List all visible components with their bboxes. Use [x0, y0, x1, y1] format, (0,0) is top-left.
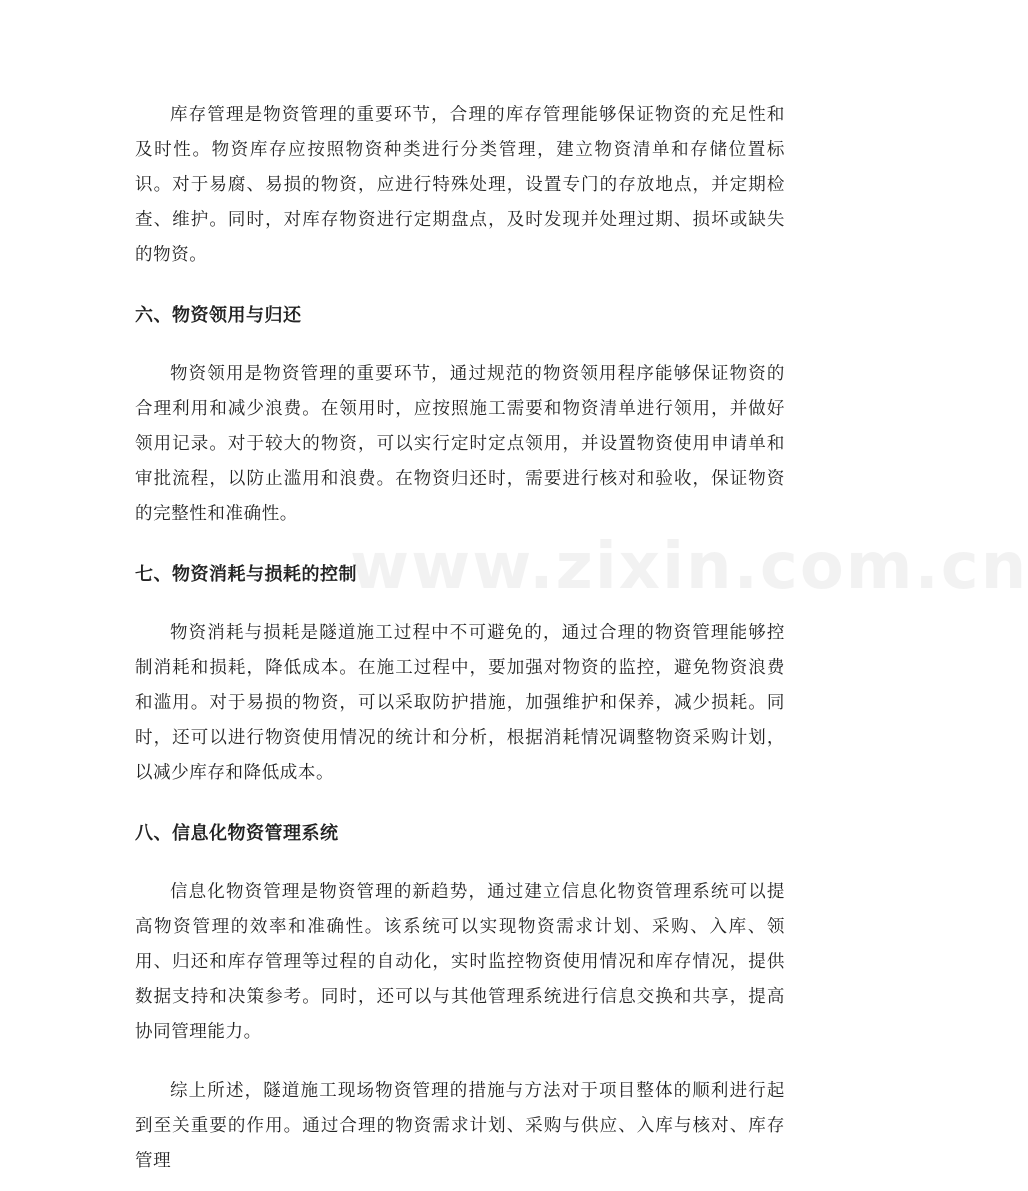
paragraph-section-6: 物资领用是物资管理的重要环节，通过规范的物资领用程序能够保证物资的合理利用和减少浪费。在领用时，应按照施工需要和物资清单进行领用，并做好领用记录。对于较大的物资，可以实行定时定点领用，并设置物资使用申请单和审批流程，以防止滥用和浪费。在物资归还时，需要进行核对和验收，保证物资的完整性和准确性。 [135, 364, 785, 524]
paragraph-section-7: 物资消耗与损耗是隧道施工过程中不可避免的，通过合理的物资管理能够控制消耗和损耗，降低成本。在施工过程中，要加强对物资的监控，避免物资浪费和滥用。对于易损的物资，可以采取防护措施，加强维护和保养，减少损耗。同时，还可以进行物资使用情况的统计和分析，根据消耗情况调整物资采购计划，以减少库存和降低成本。 [135, 623, 785, 783]
document-body [135, 98, 785, 1179]
paragraph-inventory-management: 库存管理是物资管理的重要环节，合理的库存管理能够保证物资的充足性和及时性。物资库存应按照物资种类进行分类管理，建立物资清单和存储位置标识。对于易腐、易损的物资，应进行特殊处理，设置专门的存放地点，并定期检查、维护。同时，对库存物资进行定期盘点，及时发现并处理过期、损坏或缺失的物资。 [135, 105, 785, 265]
section-heading-6: 六、物资领用与归还 [135, 305, 302, 326]
section-heading-7: 七、物资消耗与损耗的控制 [135, 564, 357, 585]
section-heading-8: 八、信息化物资管理系统 [135, 823, 339, 844]
paragraph-summary: 综上所述，隧道施工现场物资管理的措施与方法对于项目整体的顺利进行起到至关重要的作用。通过合理的物资需求计划、采购与供应、入库与核对、库存管理 [135, 1081, 785, 1171]
paragraph-section-8: 信息化物资管理是物资管理的新趋势，通过建立信息化物资管理系统可以提高物资管理的效率和准确性。该系统可以实现物资需求计划、采购、入库、领用、归还和库存管理等过程的自动化，实时监控物资使用情况和库存情况，提供数据支持和决策参考。同时，还可以与其他管理系统进行信息交换和共享，提高协同管理能力。 [135, 882, 785, 1042]
watermark: www.zixin.com.cn [350, 530, 1028, 604]
